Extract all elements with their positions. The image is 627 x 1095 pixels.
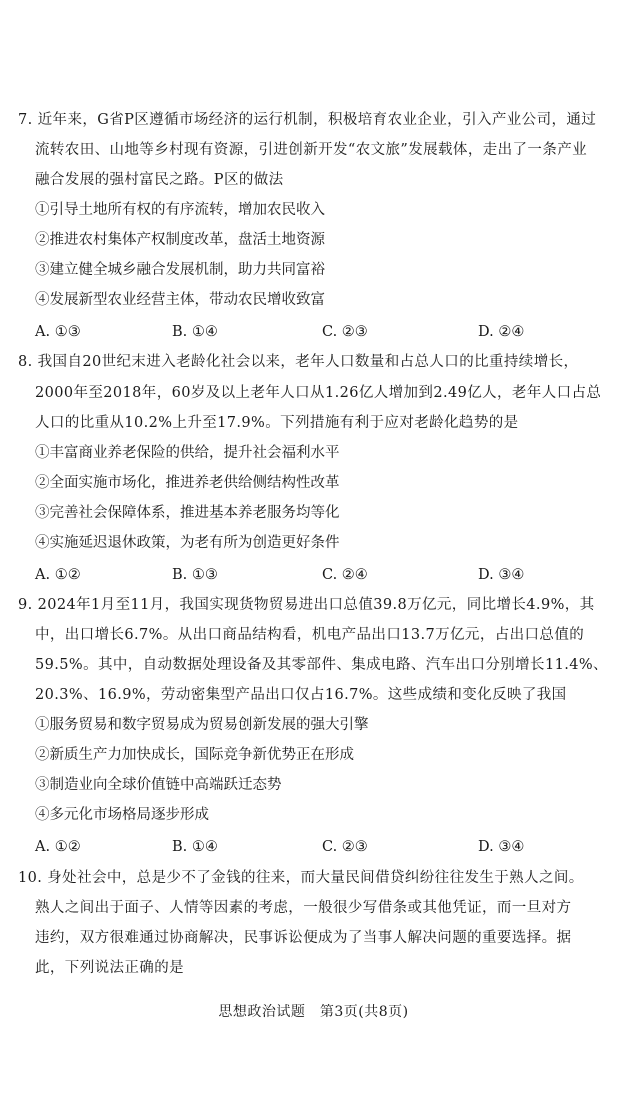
question-stem-line: 8. 我国自20世纪末进入老龄化社会以来，老年人口数量和占总人口的比重持续增长， xyxy=(18,354,579,370)
option-statement: ③制造业向全球价值链中高端跃迁态势 xyxy=(35,777,282,793)
question-stem-line: 9. 2024年1月至11月，我国实现货物贸易进出口总值39.8万亿元，同比增长4.9%，其 xyxy=(18,597,595,613)
answer-choice-c: C. ②④ xyxy=(322,567,368,583)
question-stem-line: 融合发展的强村富民之路。P区的做法 xyxy=(35,172,284,188)
question-stem-line: 7. 近年来，G省P区遵循市场经济的运行机制，积极培育农业企业，引入产业公司，通过 xyxy=(18,112,597,128)
page-footer: 思想政治试题 第3页(共8页) xyxy=(218,1004,409,1020)
option-statement: ②新质生产力加快成长，国际竞争新优势正在形成 xyxy=(35,747,354,763)
option-statement: ①引导土地所有权的有序流转，增加农民收入 xyxy=(35,202,325,218)
answer-choice-c: C. ②③ xyxy=(322,324,368,340)
question-stem-line: 人口的比重从10.2%上升至17.9%。下列措施有利于应对老龄化趋势的是 xyxy=(35,415,519,431)
answer-choice-d: D. ②④ xyxy=(478,324,525,340)
option-statement: ④多元化市场格局逐步形成 xyxy=(35,807,209,823)
question-stem-line: 流转农田、山地等乡村现有资源，引进创新开发“农文旅”发展载体，走出了一条产业 xyxy=(35,142,588,158)
option-statement: ②全面实施市场化，推进养老供给侧结构性改革 xyxy=(35,475,340,491)
question-stem-line: 中，出口增长6.7%。从出口商品结构看，机电产品出口13.7万亿元，占出口总值的 xyxy=(35,627,585,643)
question-stem-line: 此，下列说法正确的是 xyxy=(35,960,184,976)
answer-choice-d: D. ③④ xyxy=(478,567,525,583)
option-statement: ③建立健全城乡融合发展机制，助力共同富裕 xyxy=(35,262,325,278)
answer-choice-b: B. ①③ xyxy=(172,567,218,583)
option-statement: ①服务贸易和数字贸易成为贸易创新发展的强大引擎 xyxy=(35,717,369,733)
answer-choice-b: B. ①④ xyxy=(172,324,218,340)
question-stem-line: 2000年至2018年，60岁及以上老年人口从1.26亿人增加到2.49亿人，老年人口占总 xyxy=(35,385,602,401)
answer-choice-a: A. ①② xyxy=(35,839,81,855)
option-statement: ③完善社会保障体系，推进基本养老服务均等化 xyxy=(35,505,340,521)
option-statement: ④实施延迟退休政策，为老有所为创造更好条件 xyxy=(35,535,340,551)
question-stem-line: 熟人之间出于面子、人情等因素的考虑，一般很少写借条或其他凭证，而一旦对方 xyxy=(35,900,572,916)
answer-choice-a: A. ①② xyxy=(35,567,81,583)
option-statement: ④发展新型农业经营主体，带动农民增收致富 xyxy=(35,292,325,308)
answer-choice-d: D. ③④ xyxy=(478,839,525,855)
answer-choice-b: B. ①④ xyxy=(172,839,218,855)
option-statement: ②推进农村集体产权制度改革，盘活土地资源 xyxy=(35,232,325,248)
option-statement: ①丰富商业养老保险的供给，提升社会福利水平 xyxy=(35,445,340,461)
answer-choice-c: C. ②③ xyxy=(322,839,368,855)
question-stem-line: 59.5%。其中，自动数据处理设备及其零部件、集成电路、汽车出口分别增长11.4%、 xyxy=(35,657,608,673)
question-stem-line: 20.3%、16.9%，劳动密集型产品出口仅占16.7%。这些成绩和变化反映了我国 xyxy=(35,687,567,703)
question-stem-line: 10. 身处社会中，总是少不了金钱的往来，而大量民间借贷纠纷往往发生于熟人之间。 xyxy=(18,870,584,886)
answer-choice-a: A. ①③ xyxy=(35,324,81,340)
question-stem-line: 违约，双方很难通过协商解决，民事诉讼便成为了当事人解决问题的重要选择。据 xyxy=(35,930,572,946)
